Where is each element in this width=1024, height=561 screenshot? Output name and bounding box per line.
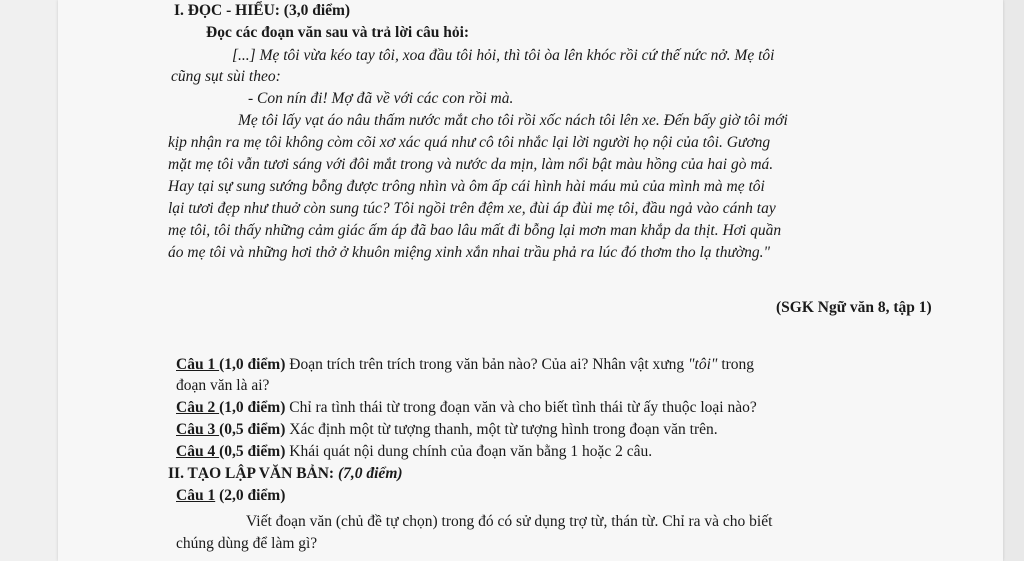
passage-line: Hay tại sự sung sướng bỗng được trông nhìn và ôm ấp cái hình hài máu mủ của mình mà mẹ tôi [168, 178, 765, 195]
question-points: (2,0 điểm) [215, 487, 286, 504]
question-4 [176, 441, 652, 462]
question-label: Câu 2 [176, 399, 220, 416]
question-quote: "tôi" [688, 356, 718, 373]
passage-line: lại tươi đẹp như thuở còn sung túc? Tôi ngồi trên đệm xe, đùi áp đùi mẹ tôi, đầu ngả vào cánh tay [168, 200, 776, 217]
source-citation: (SGK Ngữ văn 8, tập 1) [776, 299, 932, 316]
question-label: Câu 3 [176, 421, 220, 438]
question-2 [176, 397, 757, 418]
question-points: (1,0 điểm) [219, 356, 286, 373]
passage-line: - Con nín đi! Mợ đã về với các con rồi mà. [248, 90, 514, 107]
section-2-points: (7,0 điểm) [337, 465, 403, 482]
question-points: (1,0 điểm) [219, 399, 286, 416]
question-text: Khái quát nội dung chính của đoạn văn bằng 1 hoặc 2 câu. [285, 443, 653, 460]
passage-line: [...] Mẹ tôi vừa kéo tay tôi, xoa đầu tôi hỏi, thì tôi òa lên khóc rồi cứ thế nức nở. Mẹ tôi [232, 47, 775, 64]
question-text: Xác định một từ tượng thanh, một từ tượng hình trong đoạn văn trên. [285, 421, 718, 438]
document-page [58, 0, 1003, 561]
section-2-question-text-continued: chúng dùng để làm gì? [176, 535, 318, 552]
passage-line: mặt mẹ tôi vẫn tươi sáng với đôi mắt trong và nước da mịn, làm nổi bật màu hồng của hai gò má. [168, 156, 774, 173]
question-label: Câu 1 [176, 487, 216, 504]
question-label: Câu 1 [176, 356, 220, 373]
passage-line: kịp nhận ra mẹ tôi không còm cõi xơ xác quá như cô tôi nhắc lại lời người họ nội của tôi. Gương [168, 134, 771, 151]
section-2-question [176, 485, 285, 506]
question-text: Đoạn trích trên trích trong văn bản nào? Của ai? Nhân vật xưng [285, 356, 689, 373]
section-1-heading: I. ĐỌC - HIỂU: (3,0 điểm) [174, 2, 351, 19]
section-2-heading [168, 463, 403, 484]
question-1-continued: đoạn văn là ai? [176, 377, 270, 394]
question-1 [176, 354, 754, 375]
question-text: Chỉ ra tình thái từ trong đoạn văn và cho biết tình thái từ ấy thuộc loại nào? [285, 399, 757, 416]
question-text: trong [717, 356, 755, 373]
question-points: (0,5 điểm) [219, 443, 286, 460]
section-1-instruction: Đọc các đoạn văn sau và trả lời câu hỏi: [206, 24, 470, 41]
question-3 [176, 419, 718, 440]
section-2-question-text: Viết đoạn văn (chủ đề tự chọn) trong đó có sử dụng trợ từ, thán từ. Chỉ ra và cho biết [246, 513, 773, 530]
question-label: Câu 4 [176, 443, 220, 460]
left-margin [0, 0, 58, 561]
passage-line: áo mẹ tôi và những hơi thở ở khuôn miệng xinh xắn nhai trầu phả ra lúc đó thơm tho lạ thường." [168, 244, 771, 261]
question-points: (0,5 điểm) [219, 421, 286, 438]
passage-line: mẹ tôi, tôi thấy những cảm giác ấm áp đã bao lâu mất đi bỗng lại mơn man khắp da thịt. Hơi quần [168, 222, 782, 239]
passage-line: cũng sụt sùi theo: [171, 68, 281, 85]
section-2-title: II. TẠO LẬP VĂN BẢN: [168, 465, 338, 482]
passage-line: Mẹ tôi lấy vạt áo nâu thấm nước mắt cho tôi rồi xốc nách tôi lên xe. Đến bấy giờ tôi mới [238, 112, 788, 129]
